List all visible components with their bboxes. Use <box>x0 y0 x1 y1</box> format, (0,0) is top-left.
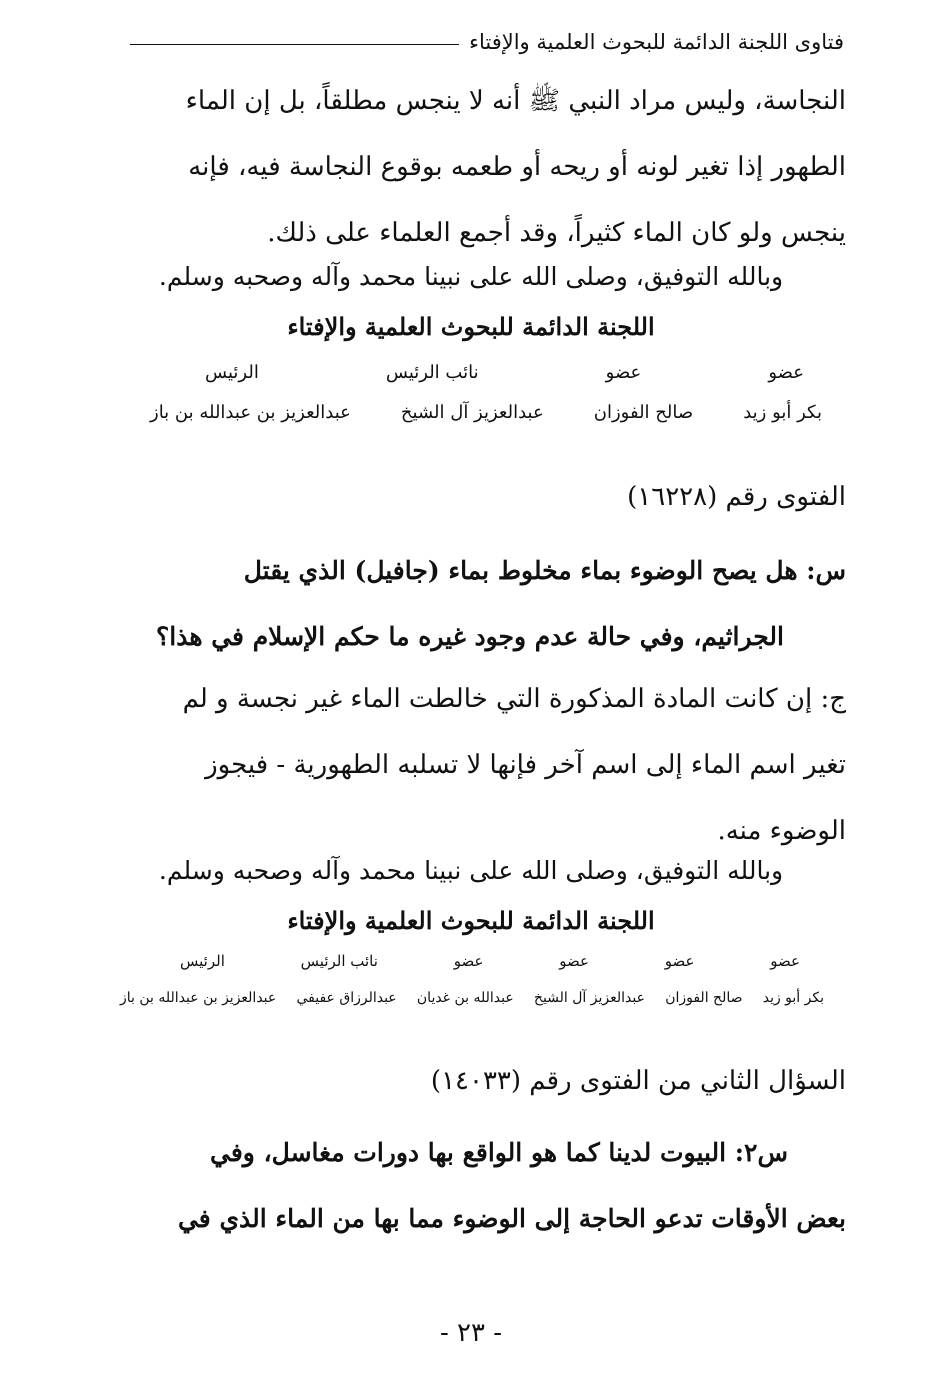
signatory-name: عبدالله بن غديان <box>416 990 514 1006</box>
signatory-name: بكر أبو زيد <box>762 990 824 1006</box>
fatwa-number-text: السؤال الثاني من الفتوى رقم (١٤٠٣٣) <box>430 1066 846 1096</box>
closing-line: وبالله التوفيق، وصلى الله على نبينا محمد وآله وصحبه وسلم. <box>158 262 784 291</box>
signatory-titles-row <box>205 362 804 383</box>
paragraph-line: ينجس ولو كان الماء كثيراً، وقد أجمع العلماء على ذلك. <box>267 218 846 248</box>
committee-heading: اللجنة الدائمة للبحوث العلمية والإفتاء <box>287 906 655 935</box>
question-line: س: هل يصح الوضوء بماء مخلوط بماء (جافيل) الذي يقتل <box>243 556 846 585</box>
question-line: بعض الأوقات تدعو الحاجة إلى الوضوء مما بها من الماء الذي في <box>177 1204 846 1233</box>
question-paragraph <box>128 1120 846 1252</box>
signatory-names-row <box>120 990 824 1006</box>
header-rule <box>130 44 459 45</box>
question-line: س٢: البيوت لدينا كما هو الواقع بها دورات مغاسل، وفي <box>210 1138 788 1167</box>
signatory-title: الرئيس <box>205 362 259 383</box>
answer-line: ج: إن كانت المادة المذكورة التي خالطت الماء غير نجسة و لم <box>182 684 846 714</box>
fatwa-number-text: الفتوى رقم (١٦٢٢٨) <box>627 482 846 512</box>
running-header <box>130 22 844 62</box>
signatory-name: بكر أبو زيد <box>743 402 822 423</box>
page-number: - ٢٣ - <box>439 1318 503 1348</box>
header-title: فتاوى اللجنة الدائمة للبحوث العلمية والإفتاء <box>469 30 844 54</box>
question-line: الجراثيم، وفي حالة عدم وجود غيره ما حكم الإسلام في هذا؟ <box>155 622 784 651</box>
signatory-names-row <box>150 402 822 423</box>
signatory-title: الرئيس <box>180 952 225 970</box>
closing-line: وبالله التوفيق، وصلى الله على نبينا محمد وآله وصحبه وسلم. <box>158 856 784 885</box>
signatory-name: عبدالرزاق عفيفي <box>296 990 397 1006</box>
fatwa-number <box>128 464 846 530</box>
signatory-title: نائب الرئيس <box>385 362 479 383</box>
question-paragraph <box>128 538 846 670</box>
signatory-title: عضو <box>770 952 800 970</box>
signatory-title: عضو <box>664 952 695 970</box>
signatory-name: صالح الفوزان <box>665 990 743 1006</box>
signatory-title: عضو <box>453 952 484 970</box>
signatory-title: عضو <box>559 952 589 970</box>
committee-heading: اللجنة الدائمة للبحوث العلمية والإفتاء <box>287 312 655 341</box>
signatory-name: عبدالعزيز بن عبدالله بن باز <box>150 402 351 423</box>
paragraph-line: النجاسة، وليس مراد النبي ﷺ أنه لا ينجس مطلقاً، بل إن الماء <box>185 86 846 116</box>
signatory-name: عبدالعزيز آل الشيخ <box>533 990 645 1006</box>
signatory-title: عضو <box>768 362 804 383</box>
fatwa-number <box>128 1048 846 1114</box>
signatory-titles-row <box>180 952 800 970</box>
answer-line: الوضوء منه. <box>717 816 846 846</box>
signatory-title: نائب الرئيس <box>300 952 378 970</box>
signatory-name: صالح الفوزان <box>593 402 694 423</box>
paragraph-line: الطهور إذا تغير لونه أو ريحه أو طعمه بوقوع النجاسة فيه، فإنه <box>188 152 846 182</box>
signatory-name: عبدالعزيز آل الشيخ <box>400 402 544 423</box>
section1-paragraph <box>128 68 846 266</box>
signatory-name: عبدالعزيز بن عبدالله بن باز <box>120 990 277 1006</box>
answer-paragraph <box>128 666 846 864</box>
answer-line: تغير اسم الماء إلى اسم آخر فإنها لا تسلبه الطهورية - فيجوز <box>205 750 846 780</box>
signatory-title: عضو <box>605 362 642 383</box>
